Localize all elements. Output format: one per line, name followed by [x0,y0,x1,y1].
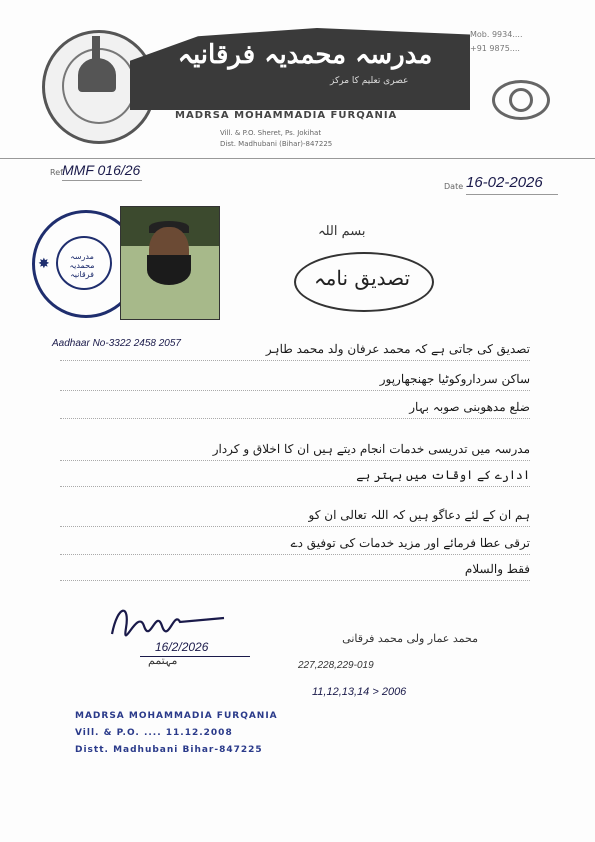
right-numbers-1: 227,228,229-019 [298,660,374,671]
header-divider [0,158,595,159]
rectangular-seal [75,708,278,759]
signature-title: مہتمم [148,654,178,667]
right-numbers-2: 11,12,13,14 > 2006 [312,686,407,698]
ref-number: MMF 016/26 [62,162,141,178]
seal-line-2: Vill. & P.O. .... 11.12.2008 [75,728,233,738]
ref-underline [62,180,142,181]
address-line-1: Vill. & P.O. Sheret, Ps. Jokihat [220,129,322,137]
body-line-5: ادارے کے اوقات میں بہتر ہے [60,464,530,487]
photo-beard [147,255,191,285]
right-note: محمد عمار ولی محمد فرقانی [342,632,478,645]
star-icon: ✸ [38,256,50,272]
seal-line-3: Distt. Madhubani Bihar-847225 [75,745,263,755]
seal-text: مدرسہ محمدیہ فرقانیہ [69,252,95,279]
document-title: تصدیق نامہ [313,266,411,290]
dome-icon [78,58,116,92]
madrasa-address [220,128,332,150]
body-line-2: ساکن سرداروکوٹیا جھنجھارپور [60,368,530,391]
madrasa-name-english: MADRSA MOHAMMADIA FURQANIA [175,110,398,121]
body-line-3: ضلع مدھوبنی صوبہ بہار [60,396,530,419]
date-underline [466,194,558,195]
handwritten-signature [108,598,228,642]
madrasa-title-urdu: مدرسہ محمدیہ فرقانیہ [177,40,433,70]
contact-line-2: +91 9875.... [470,44,520,53]
body-line-6: ہم ان کے لئے دعاگو ہیں کہ اللہ تعالی ان کو [60,504,530,527]
body-line-7: ترقی عطا فرمائے اور مزید خدمات کی توفیق دے [60,532,530,555]
contact-line-1: Mob. 9934.... [470,30,523,39]
aadhaar-number: Aadhaar No-3322 2458 2057 [52,338,181,349]
date-label: Date [444,182,464,191]
body-line-1: تصدیق کی جاتی ہے کہ محمد عرفان ولد محمد طاہر [60,338,530,361]
body-line-4: مدرسہ میں تدریسی خدمات انجام دیتے ہیں ان کا اخلاق و کردار [60,438,530,461]
madrasa-subtitle-urdu: عصری تعلیم کا مرکز [330,76,409,86]
phone-icon-center [509,88,533,112]
ref-label: Ref. [50,168,65,177]
bismillah-caption: بسم اللہ [318,224,366,239]
seal-line-1: MADRSA MOHAMMADIA FURQANIA [75,711,278,721]
date-value: 16-02-2026 [466,174,543,191]
body-line-8: فقط والسلام [60,558,530,581]
contact-info [470,28,523,56]
address-line-2: Dist. Madhubani (Bihar)-847225 [220,140,333,148]
signature-date: 16/2/2026 [155,640,209,654]
applicant-photo [120,206,220,320]
